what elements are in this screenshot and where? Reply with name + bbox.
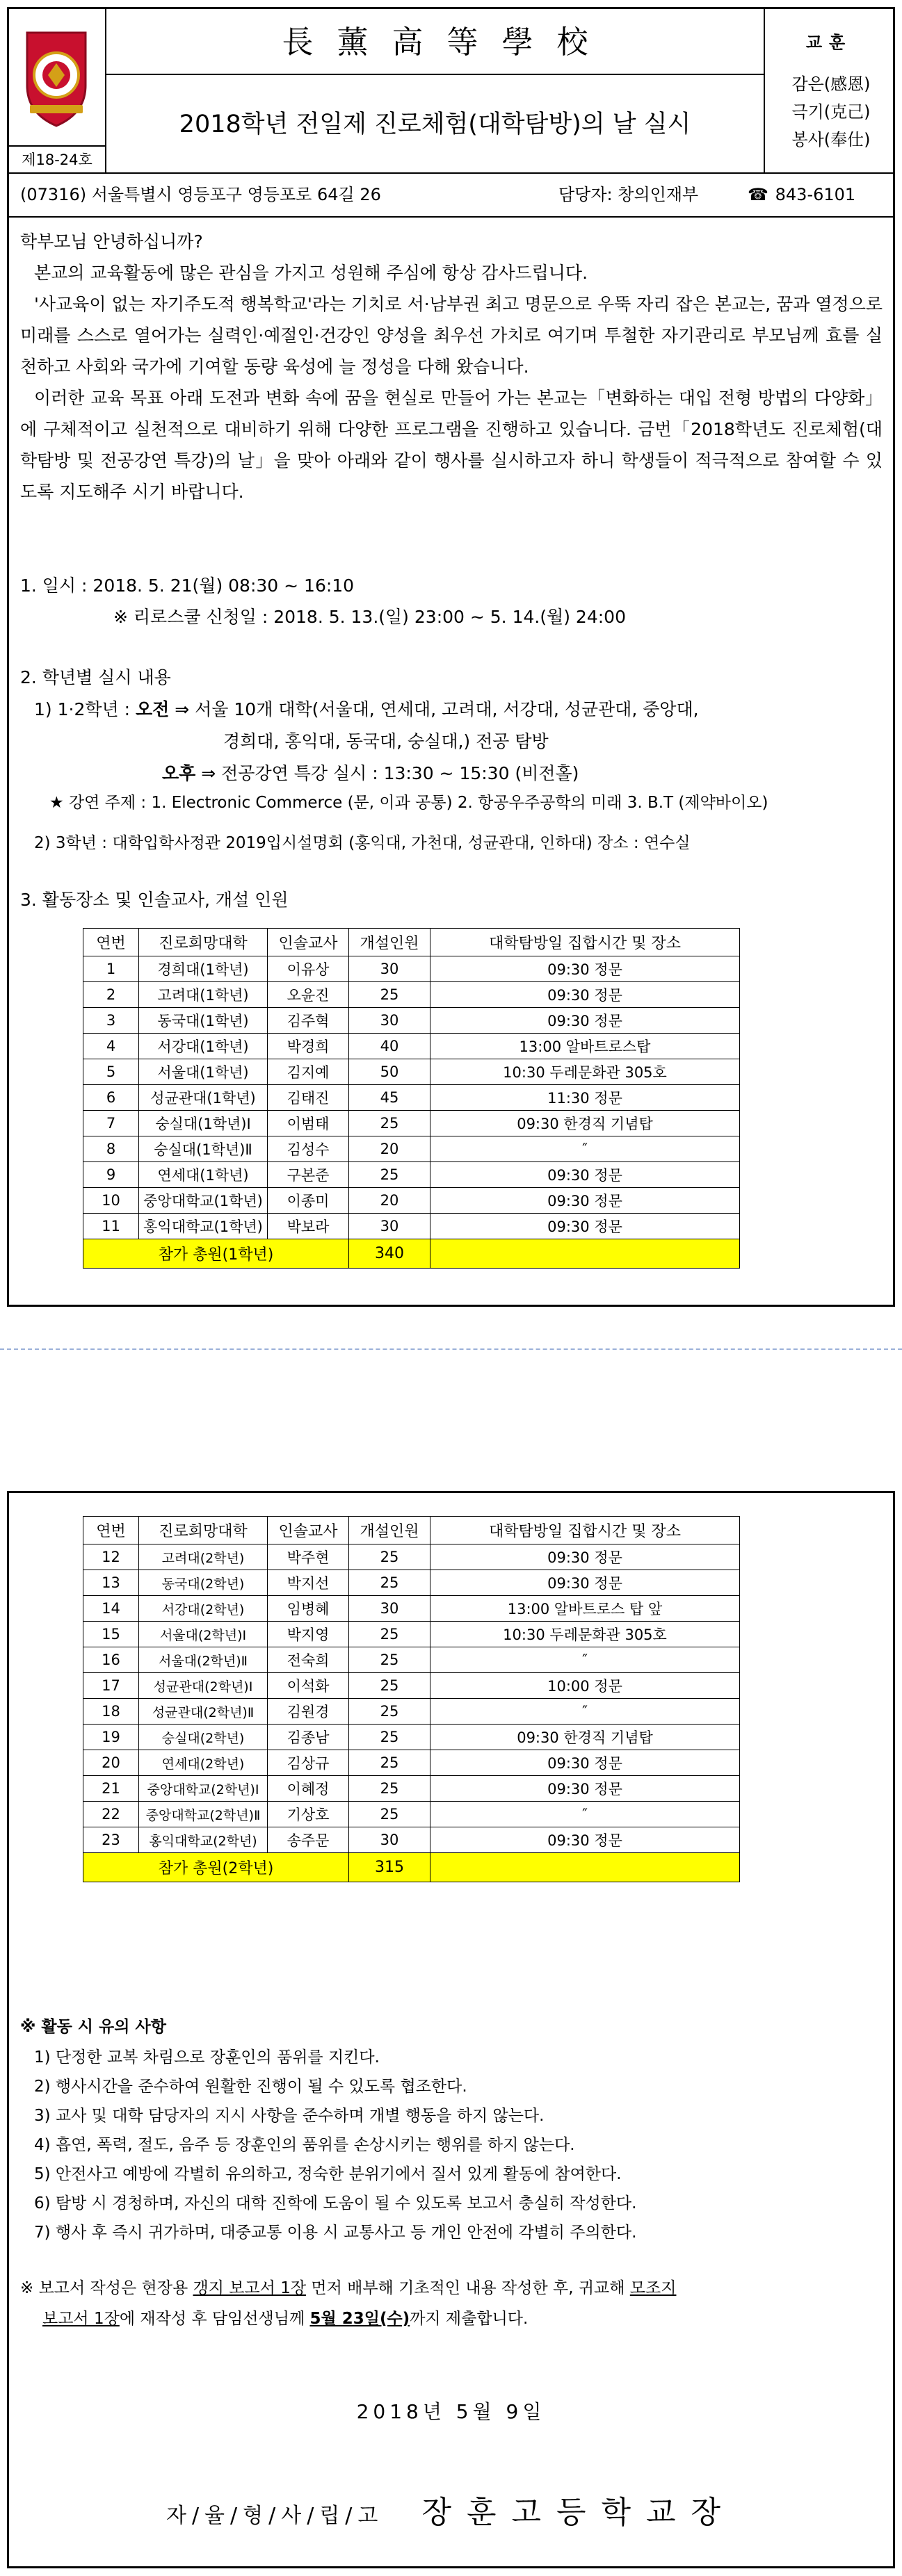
cell-teacher: 전숙희	[268, 1647, 349, 1673]
cell-time-place: ″	[430, 1136, 740, 1162]
cell-university: 숭실대(1학년)Ⅱ	[139, 1136, 268, 1162]
cell-time-place: 09:30 정문	[430, 1570, 740, 1596]
cell-count: 20	[349, 1136, 430, 1162]
principal-signature: 장훈고등학교장	[421, 2495, 736, 2530]
am-label: 오전	[135, 699, 170, 719]
table-header-row	[83, 929, 740, 956]
cell-time-place: 09:30 정문	[430, 1776, 740, 1802]
precaution-item: 3) 교사 및 대학 담당자의 지시 사항을 준수하며 개별 행동을 하지 않는다.	[34, 2107, 545, 2125]
cell-university: 연세대(1학년)	[139, 1162, 268, 1188]
report-text: 에 재작성 후 담임선생님께	[119, 2310, 310, 2328]
total-label: 참가 총원(2학년)	[83, 1853, 349, 1882]
report-text: 먼저 배부해 기초적인 내용 작성한 후, 귀교해	[306, 2279, 630, 2297]
cell-time-place: 09:30 정문	[430, 982, 740, 1008]
cell-count: 25	[349, 1162, 430, 1188]
total-label: 참가 총원(1학년)	[83, 1239, 349, 1269]
cell-university: 성균관대(1학년)	[139, 1085, 268, 1111]
cell-no: 2	[83, 982, 139, 1008]
cell-teacher: 박지영	[268, 1622, 349, 1647]
precaution-item: 7) 행사 후 즉시 귀가하며, 대중교통 이용 시 교통사고 등 개인 안전에 각별히 주의한다.	[34, 2224, 637, 2242]
precaution-item: 4) 흡연, 폭력, 절도, 음주 등 장훈인의 품위를 손상시키는 행위를 하지 않는다.	[34, 2136, 575, 2154]
school-address: (07316) 서울특별시 영등포구 영등포로 64길 26	[20, 185, 381, 204]
cell-time-place: 09:30 정문	[430, 1188, 740, 1214]
contact-department: 담당자: 창의인재부	[558, 185, 699, 204]
cell-university: 중앙대학교(2학년)Ⅰ	[139, 1776, 268, 1802]
cell-time-place: 13:00 알바트로스 탑 앞	[430, 1596, 740, 1622]
cell-no: 4	[83, 1034, 139, 1059]
header-no: 연번	[83, 1517, 139, 1544]
cell-no: 15	[83, 1622, 139, 1647]
intro-paragraph: 이러한 교육 목표 아래 도전과 변화 속에 꿈을 현실로 만들어 가는 본교는「변화하는 대입 전형 방법의 다양화」에 구체적이고 실천적으로 대비하기 위해 다양한 프로그램을 진행하고 있습니다. 금번「2018학년도 진로체험(대학탐방 및 전공강연 특강)의 날」을 맞아 아래와 같이 행사를 실시하고자 하니 학생들이 적극적으로 참여할 수 있도록 지도해주 시기 바랍니다.	[20, 388, 883, 502]
cell-teacher: 김지예	[268, 1059, 349, 1085]
cell-count: 25	[349, 1776, 430, 1802]
cell-count: 25	[349, 1802, 430, 1827]
school-motto	[765, 9, 893, 174]
grade12-pm-line	[162, 760, 579, 788]
issue-date: 2018년 5월 9일	[356, 2400, 546, 2423]
report-text: 까지 제출합니다.	[410, 2310, 529, 2328]
cell-count: 40	[349, 1034, 430, 1059]
cell-no: 7	[83, 1111, 139, 1136]
cell-no: 6	[83, 1085, 139, 1111]
cell-teacher: 박지선	[268, 1570, 349, 1596]
cell-count: 25	[349, 982, 430, 1008]
table-row	[83, 1622, 740, 1647]
table-row	[83, 1802, 740, 1827]
cell-count: 25	[349, 1570, 430, 1596]
cell-teacher: 김주혁	[268, 1008, 349, 1034]
cell-no: 13	[83, 1570, 139, 1596]
precaution-item: 1) 단정한 교복 차림으로 장훈인의 품위를 지킨다.	[34, 2048, 380, 2066]
cell-university: 동국대(1학년)	[139, 1008, 268, 1034]
intro-paragraph: 본교의 교육활동에 많은 관심을 가지고 성원해 주심에 항상 감사드립니다.	[34, 263, 588, 283]
cell-university: 숭실대(1학년)Ⅰ	[139, 1111, 268, 1136]
table-row	[83, 982, 740, 1008]
cell-teacher: 박경희	[268, 1034, 349, 1059]
table-total-row	[83, 1853, 740, 1882]
cell-count: 25	[349, 1725, 430, 1750]
signature-line	[9, 2487, 893, 2532]
cell-count: 50	[349, 1059, 430, 1085]
contact-phone	[746, 174, 855, 216]
motto-item: 감은(感恩)	[791, 74, 871, 94]
contact-info	[9, 174, 893, 218]
page-separator	[0, 1348, 902, 1449]
report-instruction	[20, 2273, 883, 2334]
cell-count: 30	[349, 1214, 430, 1239]
table-row	[83, 1725, 740, 1750]
cell-teacher: 김상규	[268, 1750, 349, 1776]
cell-university: 연세대(2학년)	[139, 1750, 268, 1776]
grade12-am-cont: 경희대, 홍익대, 동국대, 숭실대,) 전공 탐방	[223, 731, 549, 751]
header-university: 진로희망대학	[139, 929, 268, 956]
cell-time-place: 09:30 정문	[430, 1544, 740, 1570]
cell-no: 3	[83, 1008, 139, 1034]
cell-teacher: 김성수	[268, 1136, 349, 1162]
table-body	[83, 1544, 740, 1882]
table-row	[83, 1699, 740, 1725]
phone-number: 843-6101	[775, 185, 856, 204]
motto-item: 극기(克己)	[791, 102, 871, 122]
cell-count: 25	[349, 1699, 430, 1725]
total-empty	[430, 1239, 740, 1269]
application-period: ※ 리로스쿨 신청일 : 2018. 5. 13.(일) 23:00 ~ 5. 14.(월) 24:00	[113, 607, 626, 627]
cell-count: 25	[349, 1673, 430, 1699]
precautions	[20, 2011, 883, 2247]
am-detail: ⇒ 서울 10개 대학(서울대, 연세대, 고려대, 서강대, 성균관대, 중앙대,	[169, 699, 699, 719]
cell-university: 숭실대(2학년)	[139, 1725, 268, 1750]
cell-teacher: 김원경	[268, 1699, 349, 1725]
cell-count: 25	[349, 1750, 430, 1776]
table-row	[83, 1085, 740, 1111]
cell-count: 30	[349, 1008, 430, 1034]
table-row	[83, 1136, 740, 1162]
cell-time-place: 09:30 정문	[430, 956, 740, 982]
cell-teacher: 김태진	[268, 1085, 349, 1111]
report-line-1	[20, 2273, 883, 2304]
cell-time-place: 10:30 두레문화관 305호	[430, 1059, 740, 1085]
cell-teacher: 이석화	[268, 1673, 349, 1699]
cell-count: 30	[349, 1596, 430, 1622]
cell-university: 서강대(2학년)	[139, 1596, 268, 1622]
cell-time-place: 10:00 정문	[430, 1673, 740, 1699]
total-value: 340	[349, 1239, 430, 1269]
cell-time-place: 13:00 알바트로스탑	[430, 1034, 740, 1059]
cell-university: 서강대(1학년)	[139, 1034, 268, 1059]
cell-no: 22	[83, 1802, 139, 1827]
cell-count: 45	[349, 1085, 430, 1111]
section-heading: 3. 활동장소 및 인솔교사, 개설 인원	[20, 890, 289, 910]
cell-no: 18	[83, 1699, 139, 1725]
table-row	[83, 1647, 740, 1673]
grade12-am-line	[34, 696, 699, 724]
greeting: 학부모님 안녕하십니까?	[20, 231, 203, 252]
grade12-label: 1) 1·2학년 :	[34, 699, 136, 719]
cell-no: 14	[83, 1596, 139, 1622]
document-page-2	[7, 1491, 895, 2568]
cell-teacher: 박보라	[268, 1214, 349, 1239]
cell-time-place: 09:30 정문	[430, 1214, 740, 1239]
cell-university: 중앙대학교(1학년)	[139, 1188, 268, 1214]
header-teacher: 인솔교사	[268, 929, 349, 956]
report-deadline: 5월 23일(수)	[309, 2310, 410, 2328]
lecture-topics: ★ 강연 주제 : 1. Electronic Commerce (문, 이과 공통) 2. 항공우주공학의 미래 3. B.T (제약바이오)	[49, 794, 768, 812]
header-university: 진로희망대학	[139, 1517, 268, 1544]
cell-no: 1	[83, 956, 139, 982]
document-title: 2018학년 전일제 진로체험(대학탐방)의 날 실시	[179, 111, 691, 138]
report-emphasis: 모조지	[629, 2279, 677, 2297]
precautions-heading: ※ 활동 시 유의 사항	[20, 2018, 166, 2036]
cell-time-place: 09:30 한경직 기념탑	[430, 1111, 740, 1136]
cell-count: 20	[349, 1188, 430, 1214]
table-row	[83, 1596, 740, 1622]
cell-teacher: 기상호	[268, 1802, 349, 1827]
cell-teacher: 이종미	[268, 1188, 349, 1214]
report-text: ※ 보고서 작성은 현장용	[20, 2279, 193, 2297]
header-time-place: 대학탐방일 집합시간 및 장소	[430, 929, 740, 956]
school-emblem	[9, 9, 106, 147]
schedule-date: 1. 일시 : 2018. 5. 21(월) 08:30 ~ 16:10	[20, 576, 355, 596]
title-block	[106, 9, 765, 174]
cell-count: 30	[349, 1827, 430, 1853]
cell-university: 홍익대학교(1학년)	[139, 1214, 268, 1239]
precaution-item: 5) 안전사고 예방에 각별히 유의하고, 정숙한 분위기에서 질서 있게 활동에 참여한다.	[34, 2165, 622, 2183]
cell-no: 20	[83, 1750, 139, 1776]
cell-count: 25	[349, 1544, 430, 1570]
table-row	[83, 1673, 740, 1699]
cell-count: 25	[349, 1647, 430, 1673]
event-table-grade2	[83, 1516, 740, 1882]
cell-time-place: ″	[430, 1802, 740, 1827]
cell-teacher: 이범태	[268, 1111, 349, 1136]
table-header-row	[83, 1517, 740, 1544]
cell-no: 9	[83, 1162, 139, 1188]
issue-number: 제18-24호	[9, 147, 106, 174]
table-body	[83, 956, 740, 1269]
cell-no: 21	[83, 1776, 139, 1802]
cell-no: 19	[83, 1725, 139, 1750]
motto-heading: 교훈	[805, 33, 853, 52]
cell-university: 서울대(1학년)	[139, 1059, 268, 1085]
school-emblem-icon	[9, 9, 104, 145]
cell-university: 성균관대(2학년)Ⅰ	[139, 1673, 268, 1699]
table-row	[83, 956, 740, 982]
cell-teacher: 오윤진	[268, 982, 349, 1008]
grade3-line: 2) 3학년 : 대학입학사정관 2019입시설명회 (홍익대, 가천대, 성균관대, 인하대) 장소 : 연수실	[34, 834, 691, 852]
table-row	[83, 1570, 740, 1596]
header-no: 연번	[83, 929, 139, 956]
event-table-grade1	[83, 928, 740, 1269]
document-page-1	[7, 7, 895, 1307]
precautions-list	[20, 2043, 883, 2247]
cell-university: 중앙대학교(2학년)Ⅱ	[139, 1802, 268, 1827]
intro-text	[20, 226, 883, 507]
cell-count: 25	[349, 1111, 430, 1136]
cell-teacher: 이혜정	[268, 1776, 349, 1802]
cell-time-place: 09:30 정문	[430, 1008, 740, 1034]
header-count: 개설인원	[349, 929, 430, 956]
table-row	[83, 1827, 740, 1853]
cell-university: 성균관대(2학년)Ⅱ	[139, 1699, 268, 1725]
table-row	[83, 1188, 740, 1214]
total-value: 315	[349, 1853, 430, 1882]
cell-count: 25	[349, 1622, 430, 1647]
phone-icon: ☎	[748, 185, 768, 204]
pm-label: 오후	[162, 763, 196, 783]
table-row	[83, 1059, 740, 1085]
cell-time-place: ″	[430, 1699, 740, 1725]
report-line-2	[20, 2304, 883, 2334]
cell-teacher: 김종남	[268, 1725, 349, 1750]
cell-count: 30	[349, 956, 430, 982]
motto-item: 봉사(奉仕)	[791, 130, 871, 149]
cell-teacher: 구본준	[268, 1162, 349, 1188]
cell-no: 23	[83, 1827, 139, 1853]
precaution-item: 6) 탐방 시 경청하며, 자신의 대학 진학에 도움이 될 수 있도록 보고서 충실히 작성한다.	[34, 2194, 637, 2212]
pm-detail: ⇒ 전공강연 특강 실시 : 13:30 ~ 15:30 (비전홀)	[195, 763, 579, 783]
report-emphasis: 갱지 보고서 1장	[193, 2279, 307, 2297]
table-row	[83, 1544, 740, 1570]
cell-university: 서울대(2학년)Ⅰ	[139, 1622, 268, 1647]
header-time-place: 대학탐방일 집합시간 및 장소	[430, 1517, 740, 1544]
cell-no: 11	[83, 1214, 139, 1239]
cell-university: 동국대(2학년)	[139, 1570, 268, 1596]
cell-time-place: 09:30 정문	[430, 1162, 740, 1188]
cell-university: 경희대(1학년)	[139, 956, 268, 982]
cell-teacher: 임병혜	[268, 1596, 349, 1622]
section-heading: 2. 학년별 실시 내용	[20, 667, 171, 687]
table-row	[83, 1750, 740, 1776]
cell-university: 서울대(2학년)Ⅱ	[139, 1647, 268, 1673]
cell-time-place: 11:30 정문	[430, 1085, 740, 1111]
cell-no: 16	[83, 1647, 139, 1673]
cell-time-place: 10:30 두레문화관 305호	[430, 1622, 740, 1647]
header-count: 개설인원	[349, 1517, 430, 1544]
cell-no: 8	[83, 1136, 139, 1162]
cell-no: 10	[83, 1188, 139, 1214]
cell-time-place: 09:30 한경직 기념탑	[430, 1725, 740, 1750]
cell-university: 고려대(1학년)	[139, 982, 268, 1008]
precaution-item: 2) 행사시간을 준수하여 원활한 진행이 될 수 있도록 협조한다.	[34, 2078, 467, 2096]
cell-no: 17	[83, 1673, 139, 1699]
cell-university: 고려대(2학년)	[139, 1544, 268, 1570]
header-teacher: 인솔교사	[268, 1517, 349, 1544]
report-emphasis: 보고서 1장	[42, 2310, 120, 2328]
cell-teacher: 박주현	[268, 1544, 349, 1570]
cell-time-place: 09:30 정문	[430, 1750, 740, 1776]
cell-no: 5	[83, 1059, 139, 1085]
table-row	[83, 1111, 740, 1136]
cell-time-place: ″	[430, 1647, 740, 1673]
table-row	[83, 1008, 740, 1034]
intro-paragraph: '사교육이 없는 자기주도적 행복학교'라는 기치로 서·남부권 최고 명문으로 우뚝 자리 잡은 본교는, 꿈과 열정으로 미래를 스스로 열어가는 실력인·예절인·건강인 양성을 최우선 가치로 여기며 투철한 자기관리로 부모님께 효를 실천하고 사회와 국가에 기여할 동량 육성에 늘 정성을 다해 왔습니다.	[20, 294, 883, 377]
table-row	[83, 1162, 740, 1188]
table-row	[83, 1776, 740, 1802]
school-type: 자/율/형/사/립/고	[166, 2504, 384, 2528]
table-row	[83, 1214, 740, 1239]
cell-time-place: 09:30 정문	[430, 1827, 740, 1853]
cell-teacher: 이유상	[268, 956, 349, 982]
table-total-row	[83, 1239, 740, 1269]
cell-university: 홍익대학교(2학년)	[139, 1827, 268, 1853]
cell-no: 12	[83, 1544, 139, 1570]
school-name: 長薰高等學校	[106, 9, 764, 75]
document-header	[9, 9, 893, 174]
total-empty	[430, 1853, 740, 1882]
cell-teacher: 송주문	[268, 1827, 349, 1853]
table-row	[83, 1034, 740, 1059]
